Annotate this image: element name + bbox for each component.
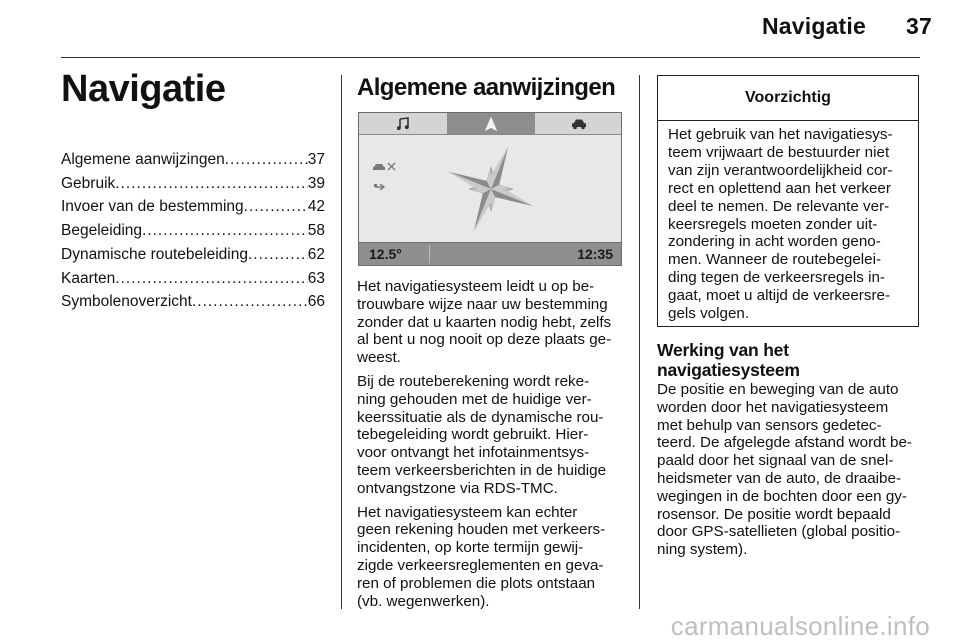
music-note-icon [359, 113, 447, 134]
column-divider-right [639, 75, 640, 609]
toc-entry-label: Algemene aanwijzingen [61, 151, 225, 168]
screen-tab-bar [359, 113, 621, 135]
toc-entry[interactable] [61, 243, 325, 267]
toc-entry-page: 37 [307, 151, 325, 168]
toc-entry-label: Symbolenoverzicht [61, 293, 192, 311]
car-icon [535, 113, 622, 134]
paragraph: Bij de routeberekening wordt reke- ning gehouden met de huidige ver- keerssituatie als de dynamische rou- tebegeleiding wordt gebruikt. Hier- voor ontvangt het infotainmentsys- teem verkeersberichten in de huidige ontvangstzone via RDS-TMC. [357, 372, 607, 497]
paragraph: Het navigatiesysteem leidt u op be- trouwbare wijze naar uw bestemming zonder dat u kaarten nodig hebt, zelfs al bent u nog nooit op deze plaats ge- weest. [357, 278, 612, 367]
page-number: 37 [906, 13, 932, 39]
toc-entry-label: Dynamische routebeleiding [61, 245, 248, 263]
toc-entry-page: 62 [307, 245, 325, 263]
compass-rose-icon [441, 139, 541, 239]
traffic-status-icon [373, 161, 403, 195]
toc-entry[interactable] [61, 172, 325, 196]
temperature-readout: 12.5° [369, 246, 402, 262]
section-body [357, 278, 627, 616]
toc-entry[interactable] [61, 148, 325, 172]
running-header-title: Navigatie [761, 13, 867, 39]
subsection-body [657, 381, 927, 565]
column-divider-left [341, 75, 342, 609]
toc-entry[interactable] [61, 219, 325, 243]
screen-status-bar [359, 242, 621, 265]
paragraph: Het navigatiesysteem kan echter geen rekening houden met verkeers- incidenten, op korte termijn gewij- zigde verkeersreglementen en geva- ren of problemen die plots ontstaan (vb. wegenwerken). [357, 503, 606, 610]
navigation-arrow-icon [447, 113, 535, 134]
watermark: carmanualsonline.info [670, 611, 930, 641]
toc-entry-page: 63 [307, 269, 325, 287]
table-of-contents [61, 148, 325, 314]
toc-entry-page: 39 [307, 174, 325, 192]
running-header [762, 13, 932, 40]
caution-box [657, 75, 919, 327]
paragraph: De positie en beweging van de auto worden door het navigatiesysteem met behulp van sensors gedetec- teerd. De afgelegde afstand wordt be- paald door het signaal van de snel- heidsmeter van de auto, de draaibe- wegingen in de bochten door een gy- rosensor. De positie wordt bepaald door GPS-satellieten (global positio- ning system). [657, 381, 912, 559]
toc-entry-page: 42 [307, 198, 325, 216]
toc-entry-page: 58 [307, 222, 325, 240]
toc-entry-label: Begeleiding [61, 222, 143, 240]
toc-entry-label: Invoer van de bestemming [61, 198, 244, 216]
caution-title: Voorzichtig [658, 76, 918, 121]
toc-entry-label: Kaarten [61, 269, 116, 287]
toc-entry[interactable] [61, 290, 325, 314]
caution-text: Het gebruik van het navigatiesys- teem vrijwaart de bestuurder niet van zijn verantwoordelijkheid cor- rect en oplettend aan het verkeer deel te nemen. De relevante ver- keersregels moeten zonder uit- zondering in acht worden geno- men. Wanneer de routebegelei- ding tegen de verkeersregels in- gaat, moet u altijd de verkeersre- gels volgen. [668, 126, 893, 323]
toc-entry[interactable] [61, 267, 325, 291]
chapter-title: Navigatie [61, 68, 226, 110]
toc-entry[interactable] [61, 195, 325, 219]
toc-entry-page: 66 [307, 293, 325, 311]
infotainment-screen-illustration [358, 112, 622, 266]
header-rule [61, 57, 920, 58]
clock-readout: 12:35 [577, 246, 613, 262]
section-title: Algemene aanwijzingen [357, 74, 616, 101]
toc-entry-label: Gebruik [61, 174, 116, 192]
subsection-title: Werking van het navigatiesysteem [657, 340, 800, 380]
